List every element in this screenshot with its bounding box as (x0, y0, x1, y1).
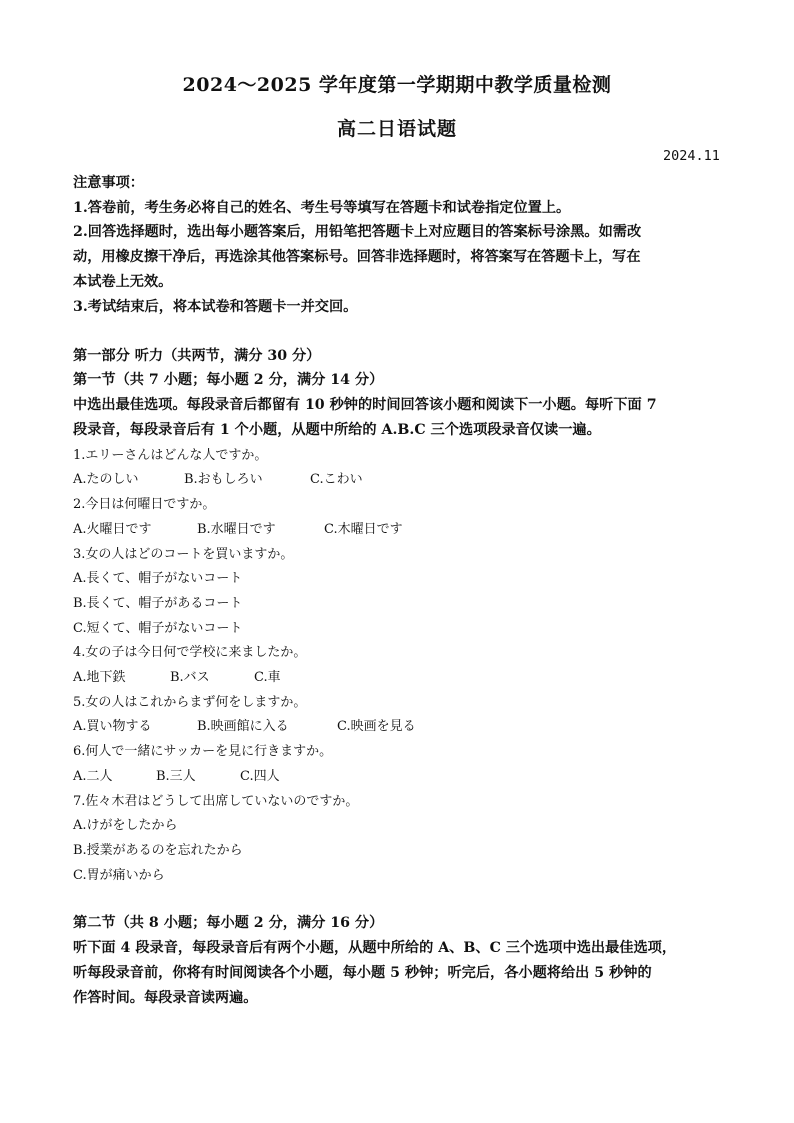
question-2-option-c: C.木曜日です (324, 522, 403, 537)
question-1-option-c: C.こわい (310, 472, 363, 487)
question-3-stem: 3.女の人はどのコートを買いますか。 (73, 547, 294, 562)
exam-title: 2024～2025 学年度第一学期期中教学质量检测 (182, 74, 612, 96)
question-4-options (73, 666, 281, 685)
section2-instruction-line-2: 听每段录音前，你将有时间阅读各个小题，每小题 5 秒钟；听完后，各小题将给出 5 秒钟的 (73, 965, 652, 981)
question-5-option-c: C.映画を見る (337, 719, 416, 734)
section1-instruction-line-2: 段录音，每段录音后有 1 个小题，从题中所给的 A.B.C 三个选项段录音仅读一遍。 (73, 422, 601, 438)
question-4-option-b: B.バス (170, 670, 210, 685)
section1-heading: 第一节（共 7 小题；每小题 2 分，满分 14 分） (73, 372, 384, 388)
section2-heading: 第二节（共 8 小题；每小题 2 分，满分 16 分） (73, 915, 384, 931)
notice-item-2-line-1: 2.回答选择题时，选出每小题答案后，用铅笔把答题卡上对应题目的答案标号涂黑。如需改 (73, 224, 642, 240)
question-6-option-a: A.二人 (73, 769, 113, 784)
part1-heading: 第一部分 听力（共两节，满分 30 分） (73, 348, 321, 364)
question-2-options (73, 518, 403, 537)
question-2-option-b: B.水曜日です (197, 522, 276, 537)
question-6-option-c: C.四人 (240, 769, 280, 784)
question-6-option-b: B.三人 (156, 769, 196, 784)
question-7-option-a: A.けがをしたから (73, 818, 178, 833)
question-3-option-a: A.長くて、帽子がないコート (73, 571, 243, 586)
exam-subtitle: 高二日语试题 (336, 118, 457, 140)
notice-heading: 注意事项： (73, 175, 144, 191)
question-5-stem: 5.女の人はこれからまず何をしますか。 (73, 695, 307, 710)
section1-instruction-line-1: 中选出最佳选项。每段录音后都留有 10 秒钟的时间回答该小题和阅读下一小题。每听下面 7 (73, 397, 657, 413)
question-5-option-a: A.買い物する (73, 719, 152, 734)
section2-instruction-line-3: 作答时间。每段录音读两遍。 (73, 990, 258, 1006)
question-1-stem: 1.エリーさんはどんな人ですか。 (73, 448, 268, 463)
question-3-option-c: C.短くて、帽子がないコート (73, 621, 243, 636)
question-1-option-a: A.たのしい (73, 472, 139, 487)
question-2-option-a: A.火曜日です (73, 522, 152, 537)
notice-item-3: 3.考试结束后，将本试卷和答题卡一并交回。 (73, 299, 358, 315)
notice-item-2-line-3: 本试卷上无效。 (73, 274, 173, 290)
question-2-stem: 2.今日は何曜日ですか。 (73, 497, 216, 512)
question-5-options (73, 715, 416, 734)
question-6-stem: 6.何人で一緒にサッカーを見に行きますか。 (73, 744, 333, 759)
question-5-option-b: B.映画館に入る (197, 719, 289, 734)
question-6-options (73, 765, 280, 784)
question-4-option-a: A.地下鉄 (73, 670, 126, 685)
question-7-stem: 7.佐々木君はどうして出席していないのですか。 (73, 794, 359, 809)
question-4-stem: 4.女の子は今日何で学校に来ましたか。 (73, 645, 307, 660)
question-4-option-c: C.車 (254, 670, 281, 685)
notice-item-1: 1.答卷前，考生务必将自己的姓名、考生号等填写在答题卡和试卷指定位置上。 (73, 200, 571, 216)
question-3-option-b: B.長くて、帽子があるコート (73, 596, 243, 611)
notice-item-2-line-2: 动，用橡皮擦干净后，再选涂其他答案标号。回答非选择题时，将答案写在答题卡上，写在 (73, 249, 641, 265)
question-1-option-b: B.おもしろい (184, 472, 263, 487)
exam-date: 2024.11 (663, 148, 720, 164)
question-7-option-c: C.胃が痛いから (73, 868, 165, 883)
section2-instruction-line-1: 听下面 4 段录音，每段录音后有两个小题，从题中所给的 A、B、C 三个选项中选出最佳选项， (73, 940, 677, 956)
question-1-options (73, 468, 363, 487)
question-7-option-b: B.授業があるのを忘れたから (73, 843, 243, 858)
